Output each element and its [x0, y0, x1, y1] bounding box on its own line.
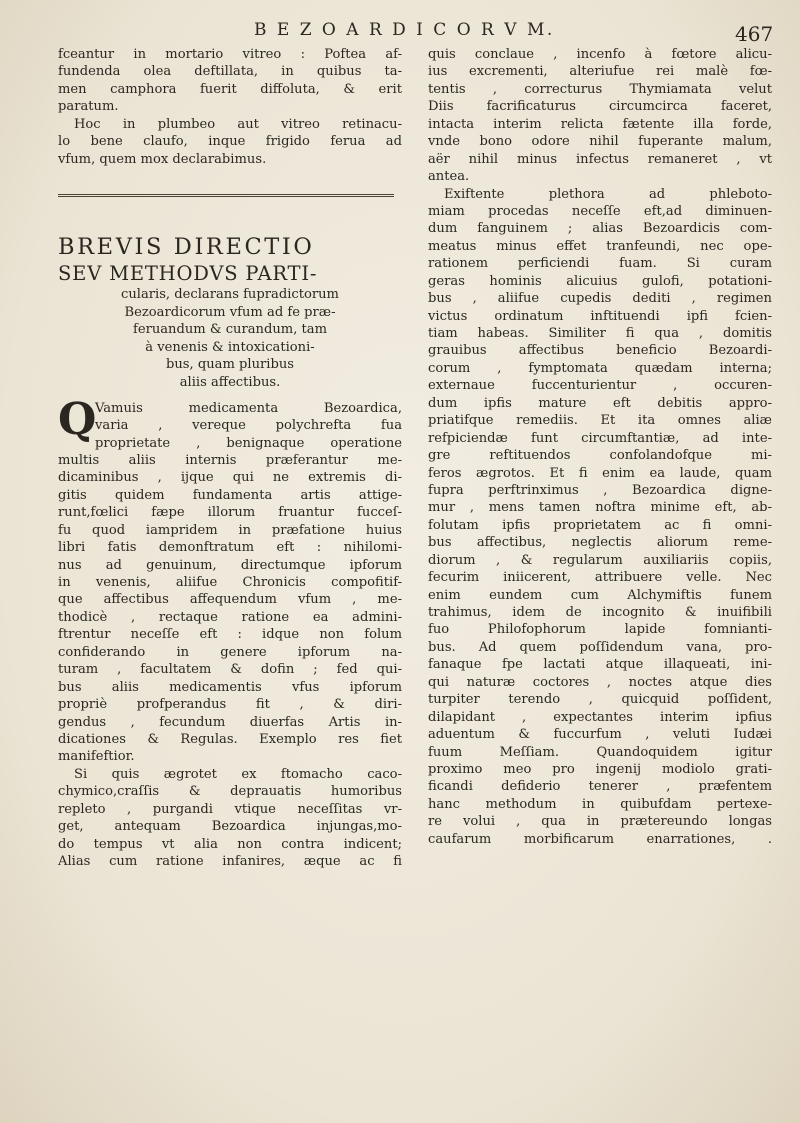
text-line: aër nihil minus infectus remaneret , vt: [428, 151, 772, 167]
text-line: dicationes & Regulas. Exemplo res fiet: [58, 731, 402, 747]
text-line: in venenis, aliifue Chronicis compofitif-: [58, 575, 402, 590]
section-heading: BREVIS DIRECTIO: [58, 234, 315, 261]
text-line: diorum , & regularum auxiliariis copiis,: [428, 552, 772, 568]
text-line: do tempus vt alia non contra indicent;: [58, 836, 402, 852]
text-line: Exiftente plethora ad phleboto-: [444, 186, 772, 202]
text-line: libri fatis demonftratum eft : nihilomi-: [58, 540, 402, 556]
text-line: bus. Ad quem poſſidendum vana, pro-: [428, 639, 772, 655]
text-line: vnde bono odore nihil fuperante malum,: [428, 134, 772, 150]
text-line: dum ipfis mature eft debitis appro-: [428, 395, 772, 411]
text-line: gre reftituendos confolandofque mi-: [428, 448, 772, 464]
text-line: ftrentur neceſſe eft : idque non folum: [58, 627, 402, 643]
text-line: Hoc in plumbeo aut vitreo retinacu-: [74, 116, 402, 132]
text-line: Diis facrificaturus circumcirca faceret,: [428, 99, 772, 115]
text-line: fecurim iniicerent, attribuere velle. Nec: [428, 570, 772, 586]
text-line: get, antequam Bezoardica injungas,mo-: [58, 819, 402, 835]
text-line: dicaminibus , ijque qui ne extremis di-: [58, 470, 402, 486]
text-line: ius excrementi, alteriufue rei malè fœ-: [428, 64, 772, 80]
text-line: caufarum morbificarum enarrationes, .: [428, 831, 772, 847]
text-line: runt,fœlici fæpe illorum fruantur fucceſ-: [58, 505, 402, 521]
text-line: fupra perftrinximus , Bezoardica digne-: [428, 482, 772, 498]
text-line: re volui , qua in prætereundo longas: [428, 814, 772, 830]
text-line: enim eundem cum Alchymiftis funem: [428, 587, 772, 603]
text-line: aduentum & fuccurfum , veluti Iudæi: [428, 727, 772, 743]
paragraph-continued: [428, 46, 772, 186]
text-line: thodicè , rectaque ratione ea admini-: [58, 609, 402, 625]
subheading-line: Bezoardicorum vfum ad fe præ-: [124, 304, 336, 320]
text-line: antea.: [428, 169, 470, 185]
text-line: mur , mens tamen noftra minime eft, ab-: [428, 500, 772, 516]
subheading-line: bus, quam pluribus: [165, 357, 295, 373]
text-line: fu quod iampridem in præfatione huius: [58, 522, 402, 538]
text-line: nus ad genuinum, directumque ipforum: [58, 557, 402, 573]
text-line: chymico,craſſis & deprauatis humoribus: [58, 784, 402, 800]
text-line: externaue fuccenturientur , occuren-: [428, 378, 772, 394]
text-line: rationem perficiendi fuam. Si curam: [428, 256, 772, 272]
text-line: fceantur in mortario vitreo : Poftea af-: [58, 47, 402, 62]
text-line: dum fanguinem ; alias Bezoardicis com-: [428, 221, 772, 237]
text-line: tentis , correcturus Thymiamata velut: [428, 81, 772, 97]
text-line: bus affectibus, neglectis aliorum reme-: [428, 535, 772, 551]
text-line: proprietate , benignaque operatione: [95, 435, 402, 451]
text-line: miam procedas neceſſe eft,ad diminuen-: [428, 203, 772, 219]
text-line: priatifque remediis. Et ita omnes aliæ: [428, 413, 772, 429]
text-line: lo bene claufo, inque frigido ferua ad: [58, 134, 402, 150]
text-line: fanaque fpe lactati atque illaqueati, ini-: [428, 657, 772, 673]
text-line: victus ordinatum inftituendi ipfi fcien-: [428, 308, 772, 324]
paragraph-example: [58, 766, 402, 871]
text-line: vfum, quem mox declarabimus.: [58, 151, 267, 167]
right-column: [428, 46, 772, 848]
text-line: quis conclaue , incenfo à fœtore alicu-: [428, 47, 772, 62]
text-line: ficandi defiderio tenerer , præfentem: [428, 779, 772, 795]
text-line: paratum.: [58, 99, 119, 115]
paragraph-main: [58, 393, 402, 766]
paragraph-plethora: [428, 186, 772, 849]
text-line: Si quis ægrotet ex ftomacho caco-: [74, 766, 402, 782]
section-subheading: SEV METHODVS PARTI-: [58, 262, 318, 286]
text-line: folutam ipfis proprietatem ac fi omni-: [428, 517, 772, 533]
text-line: grauibus affectibus beneficio Bezoardi-: [428, 343, 772, 359]
text-line: qui naturæ coctores , noctes atque dies: [428, 674, 772, 690]
text-line: meatus minus effet tranfeundi, nec ope-: [428, 238, 772, 254]
text-line: bus , aliifue cupedis dediti , regimen: [428, 291, 772, 307]
text-line: Vamuis medicamenta Bezoardica,: [95, 400, 402, 416]
text-line: geras hominis alicuius gulofi, potationi-: [428, 273, 772, 289]
text-line: fundenda olea deftillata, in quibus ta-: [58, 64, 402, 80]
drop-cap: Q: [58, 393, 97, 445]
text-line: tiam habeas. Similiter fi qua , domitis: [428, 326, 772, 341]
text-line: fuo Philofophorum lapide fomnianti-: [428, 622, 772, 638]
page-number: 467: [735, 22, 774, 46]
text-line: trahimus, idem de incognito & inuifibili: [428, 605, 772, 620]
subheading-line: cularis, declarans fupradictorum: [121, 287, 339, 303]
running-title: B E Z O A R D I C O R V M.: [254, 20, 555, 40]
text-line: bus aliis medicamentis vfus ipforum: [58, 679, 402, 695]
text-line: gitis quidem fundamenta artis attige-: [58, 487, 402, 503]
left-column: [58, 46, 402, 870]
text-line: feros ægrotos. Et fi enim ea laude, quam: [428, 465, 772, 481]
text-line: turpiter terendo , quicquid poſſident,: [428, 692, 772, 708]
paragraph-intro: [58, 46, 402, 116]
text-line: gendus , fecundum diuerfas Artis in-: [58, 714, 402, 730]
text-line: repleto , purgandi vtique neceſſitas vr-: [58, 801, 402, 817]
text-line: propriè profperandus fit , & diri-: [58, 697, 402, 713]
text-line: confiderando in genere ipforum na-: [58, 644, 402, 660]
text-line: varia , vereque polychrefta fua: [95, 418, 402, 434]
text-line: turam , facultatem & dofin ; fed qui-: [58, 662, 402, 678]
subheading-line: à venenis & intoxicationi-: [145, 339, 315, 355]
section-heading-block: [58, 232, 402, 392]
text-line: refpiciendæ funt circumftantiæ, ad inte-: [428, 430, 772, 446]
paragraph-storage: [58, 116, 402, 168]
text-line: hanc methodum in quibufdam pertexe-: [428, 796, 772, 812]
text-line: Alias cum ratione infanires, æque ac fi: [58, 854, 402, 869]
text-line: fuum Meſſiam. Quandoquidem igitur: [428, 744, 772, 760]
text-line: proximo meo pro ingenij modiolo grati-: [428, 761, 772, 777]
text-line: multis aliis internis præferantur me-: [58, 452, 402, 468]
text-line: corum , fymptomata quædam interna;: [428, 360, 772, 376]
text-line: dilapidant , expectantes interim ipfius: [428, 709, 772, 725]
text-line: intacta interim relicta fætente illa forde,: [428, 116, 772, 132]
text-line: que affectibus affequendum vfum , me-: [58, 592, 402, 608]
subheading-line: feruandum & curandum, tam: [132, 322, 328, 338]
text-line: men camphora fuerit diffoluta, & erit: [58, 81, 402, 97]
text-line: manifeftior.: [58, 749, 135, 765]
double-rule-divider: [58, 190, 402, 200]
subheading-line: aliis affectibus.: [179, 375, 281, 391]
